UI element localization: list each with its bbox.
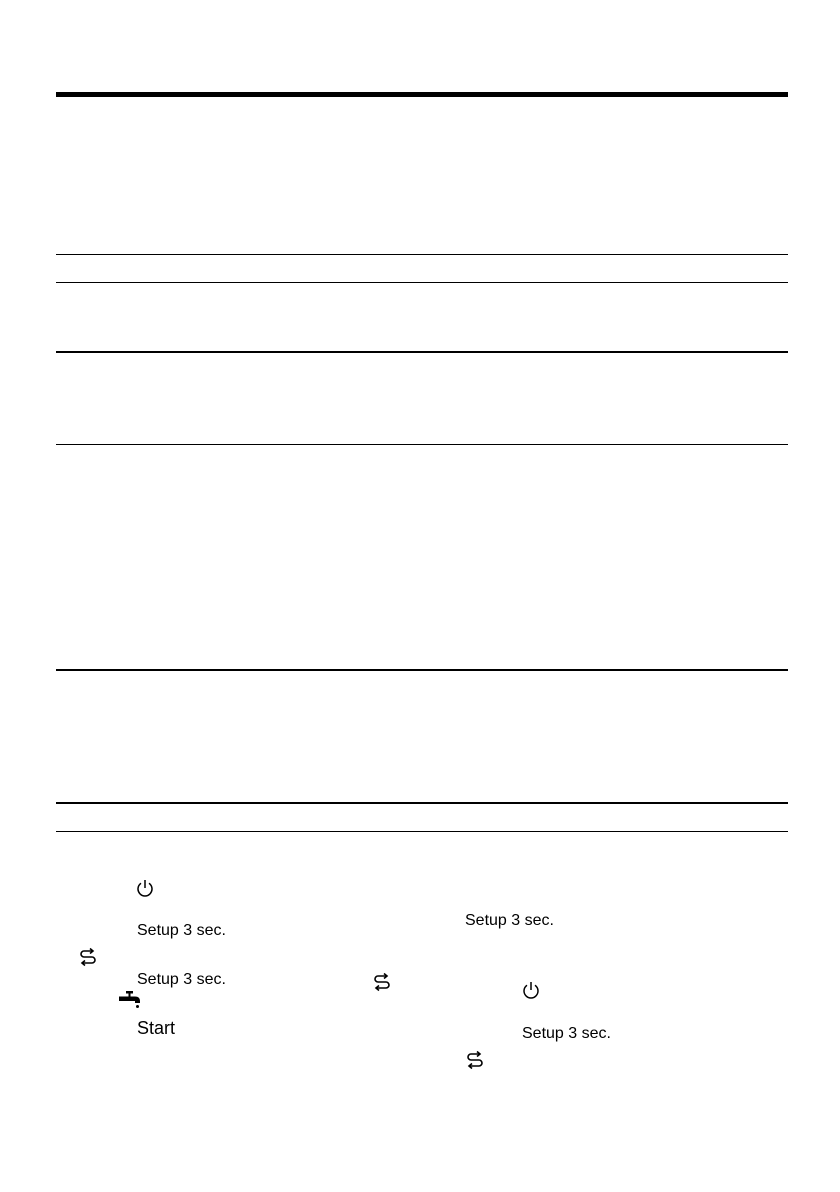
program-cycle-icon[interactable] xyxy=(372,972,392,992)
program-cycle-icon[interactable] xyxy=(465,1050,485,1070)
table-row-rule-2 xyxy=(56,444,788,445)
setup-3-sec-label[interactable]: Setup 3 sec. xyxy=(137,971,226,988)
power-icon[interactable] xyxy=(521,980,541,1000)
setup-3-sec-label[interactable]: Setup 3 sec. xyxy=(522,1025,611,1042)
setup-3-sec-label[interactable]: Setup 3 sec. xyxy=(137,922,226,939)
setup-3-sec-label[interactable]: Setup 3 sec. xyxy=(465,912,554,929)
header-rule xyxy=(56,92,788,97)
start-label[interactable]: Start xyxy=(137,1018,176,1038)
table2-header-rule-top xyxy=(56,802,788,804)
table-row-rule-1 xyxy=(56,351,788,353)
table-header-rule-top xyxy=(56,254,788,255)
program-cycle-icon[interactable] xyxy=(78,947,98,967)
power-icon[interactable] xyxy=(135,878,155,898)
table-header-rule-bottom xyxy=(56,282,788,283)
table2-header-rule-bottom xyxy=(56,831,788,832)
water-tap-icon[interactable] xyxy=(118,990,144,1010)
table-row-rule-3 xyxy=(56,669,788,671)
